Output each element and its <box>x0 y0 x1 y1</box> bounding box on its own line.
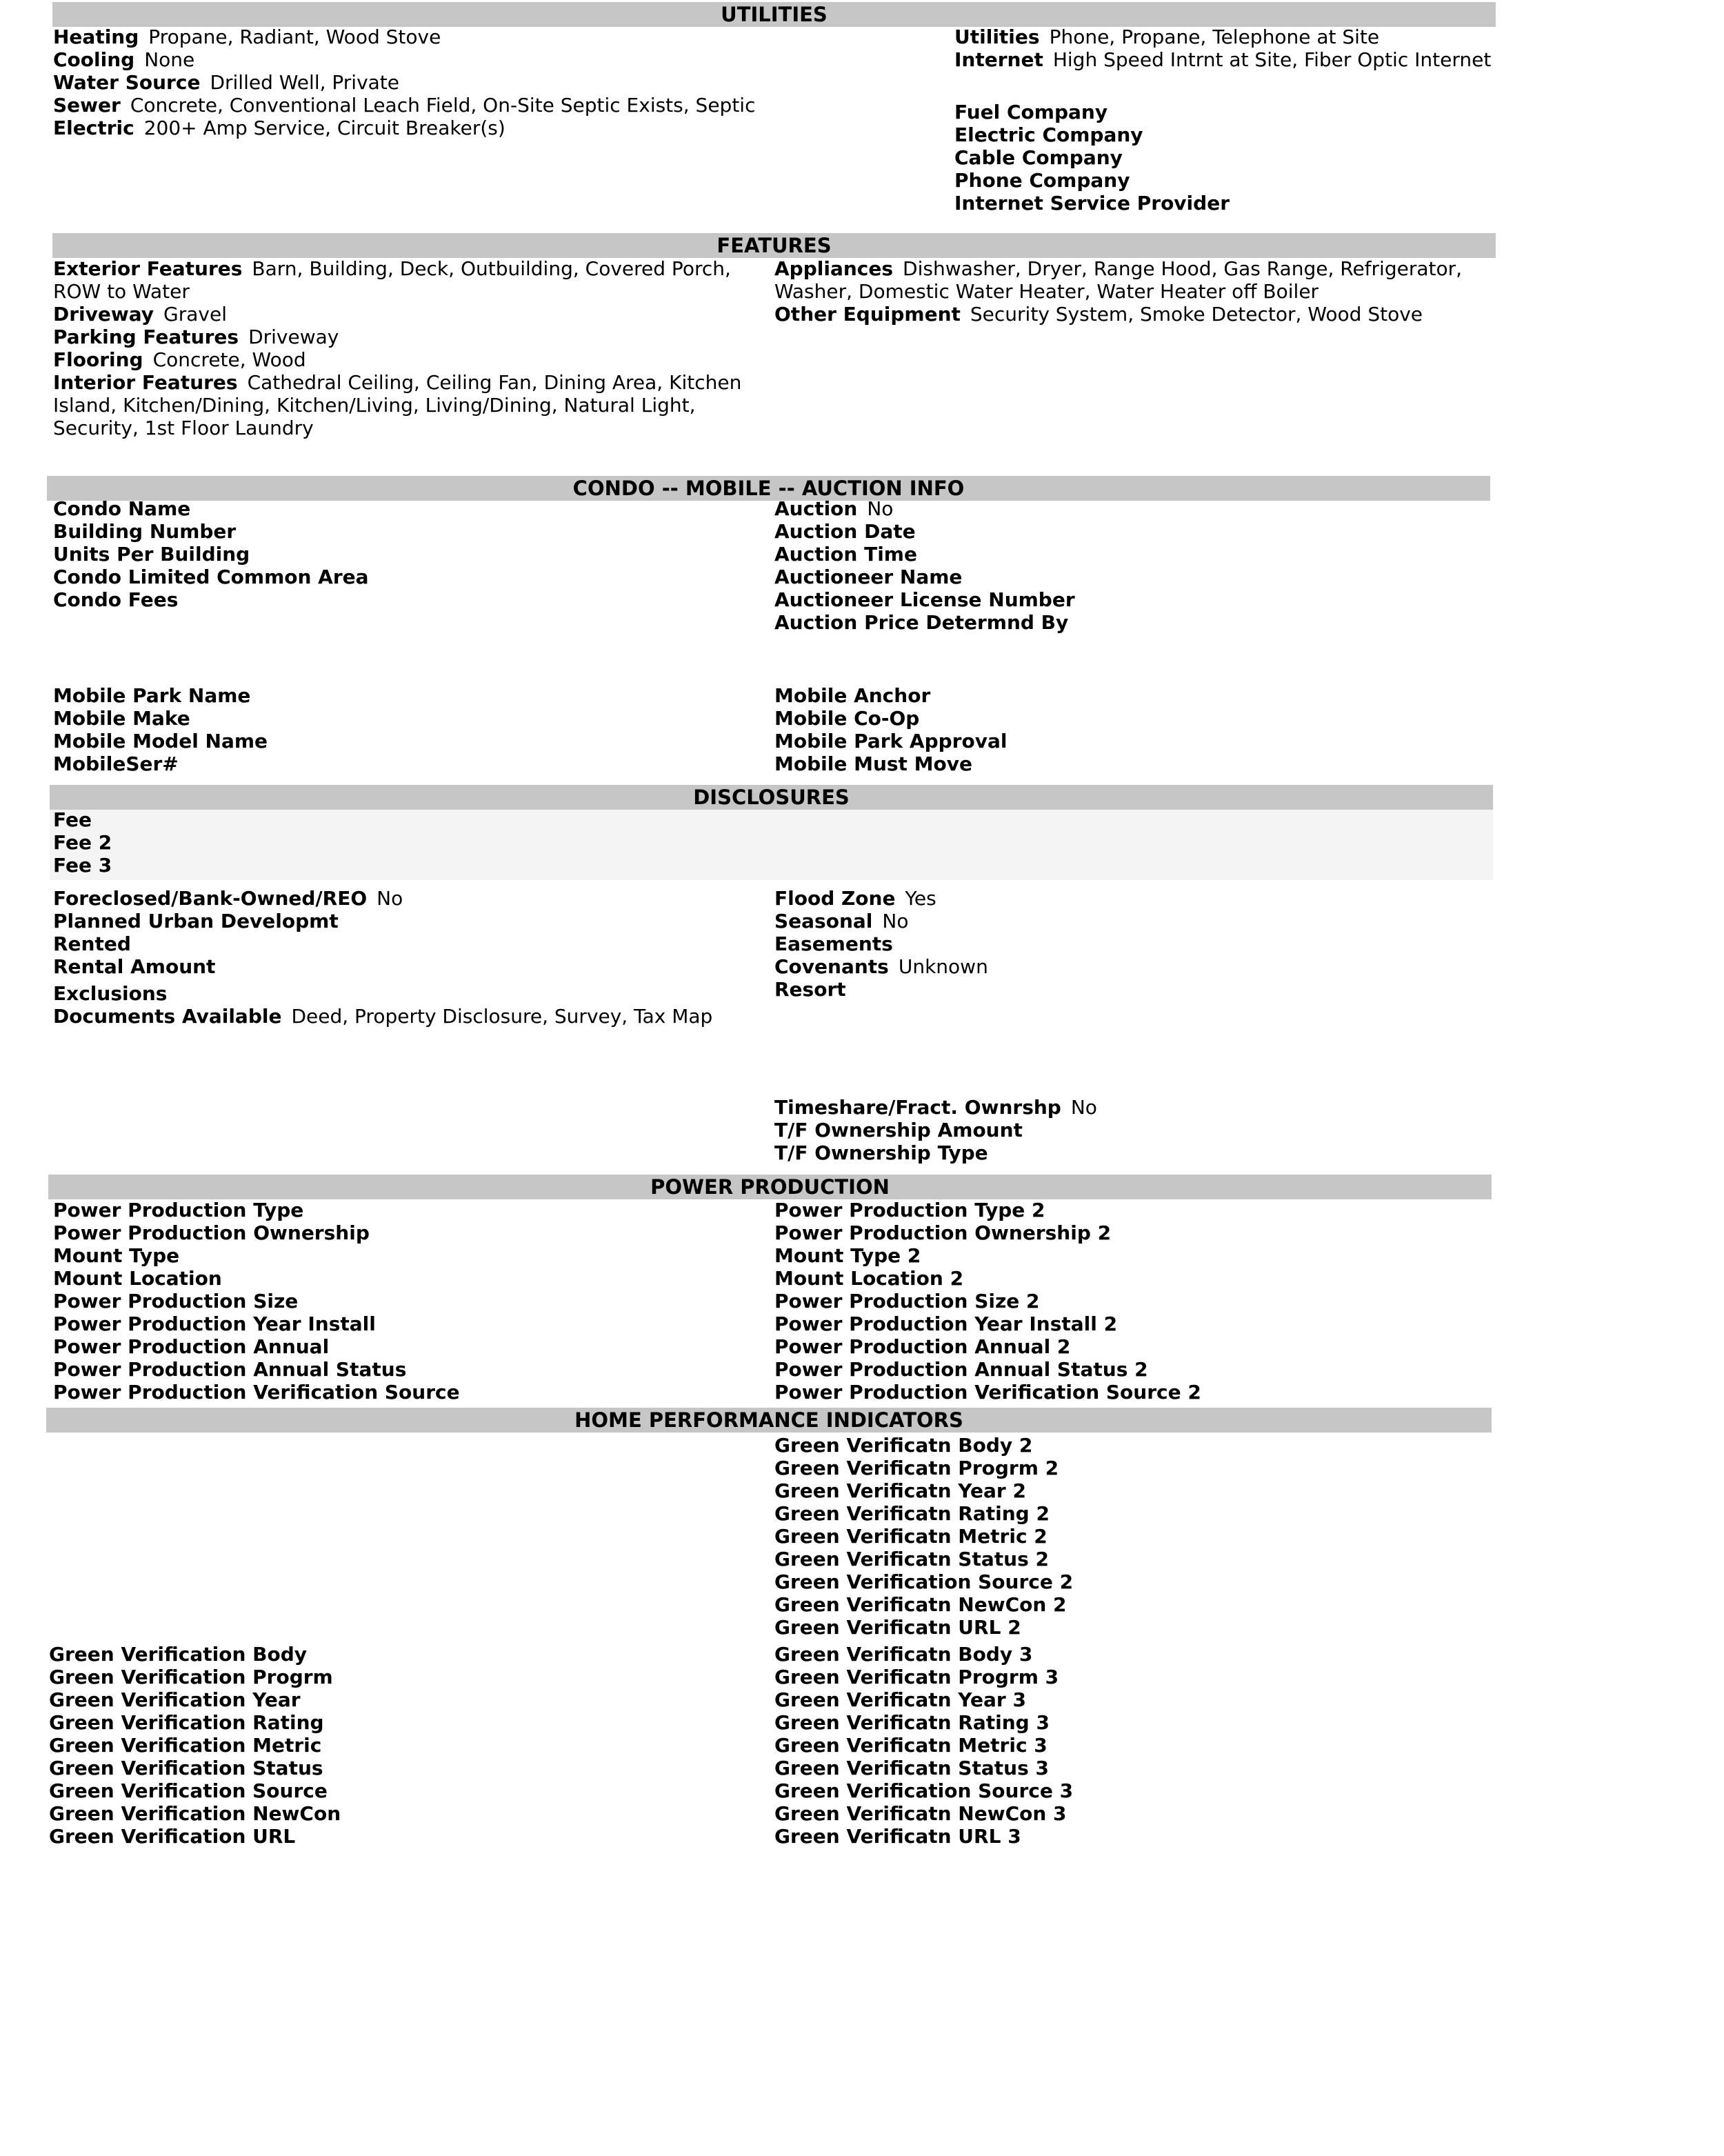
field-green-verificatn-metric-3 <box>774 1734 1464 1757</box>
field-label: Fee 3 <box>53 854 112 877</box>
field-value: Gravel <box>163 303 227 326</box>
field-label: Cable Company <box>954 146 1123 169</box>
field-power-production-year-install <box>53 1312 743 1335</box>
field-label: Green Verification Body <box>49 1643 308 1666</box>
field-value: Unknown <box>898 955 988 978</box>
field-label: Electric <box>53 117 134 139</box>
field-green-verification-rating <box>49 1711 739 1734</box>
field-green-verificatn-body-3 <box>774 1643 1464 1666</box>
field-easements <box>774 932 1464 955</box>
field-value: Driveway <box>248 326 339 348</box>
field-label: Power Production Year Install <box>53 1312 376 1335</box>
field-label: Mobile Must Move <box>774 752 973 775</box>
field-green-verificatn-url-2 <box>774 1616 1464 1639</box>
field-label: Power Production Annual Status 2 <box>774 1358 1148 1381</box>
field-label: Fuel Company <box>954 101 1108 123</box>
field-label: Easements <box>774 932 893 955</box>
disclosures-right-fields <box>774 887 1464 1001</box>
field-label: Green Verification Source 2 <box>774 1570 1074 1593</box>
field-label: Green Verification URL <box>49 1825 296 1848</box>
field-label: Green Verificatn Rating 3 <box>774 1711 1050 1734</box>
field-label: Planned Urban Developmt <box>53 910 339 932</box>
field-label: Mobile Make <box>53 707 190 730</box>
field-label: Documents Available <box>53 1005 282 1028</box>
field-label: Parking Features <box>53 326 239 348</box>
field-green-verificatn-status-3 <box>774 1757 1464 1779</box>
field-internet <box>954 48 1506 71</box>
field-label: Foreclosed/Bank-Owned/REO <box>53 887 368 910</box>
field-green-verificatn-progrm-2 <box>774 1457 1464 1479</box>
field-green-verificatn-status-2 <box>774 1548 1464 1570</box>
field-green-verificatn-newcon-2 <box>774 1593 1464 1616</box>
field-label: Other Equipment <box>774 303 961 326</box>
power-production-left-fields <box>53 1199 743 1404</box>
field-label: Mobile Park Name <box>53 684 251 707</box>
green-verification-fields <box>49 1643 739 1848</box>
field-seasonal <box>774 910 1464 932</box>
field-value: Concrete, Conventional Leach Field, On-Site Septic Exists, Septic <box>130 94 756 117</box>
field-green-verificatn-year-2 <box>774 1479 1464 1502</box>
field-value: Cathedral Ceiling, Ceiling Fan, Dining Area, Kitchen Island, Kitchen/Dining, Kitchen/Living, Living/Dining, Natural Light, Security, 1st Floor Laundry <box>53 371 742 439</box>
home-performance-section-header: HOME PERFORMANCE INDICATORS <box>46 1408 1492 1433</box>
field-label: Green Verificatn URL 3 <box>774 1825 1021 1848</box>
field-fuel-company <box>954 101 1506 123</box>
field-label: Building Number <box>53 520 237 543</box>
field-mobile-co-op <box>774 707 1464 730</box>
field-value: No <box>867 497 894 520</box>
field-label: Green Verification Progrm <box>49 1666 333 1688</box>
field-label: Power Production Type 2 <box>774 1199 1045 1221</box>
field-rented <box>53 932 770 955</box>
field-appliances <box>774 257 1464 303</box>
field-label: Condo Limited Common Area <box>53 566 369 588</box>
field-water-source <box>53 71 915 94</box>
field-label: Auction Price Determnd By <box>774 611 1069 634</box>
field-label: Power Production Verification Source 2 <box>774 1381 1201 1404</box>
field-label: Resort <box>774 978 846 1001</box>
field-label: Green Verificatn Progrm 3 <box>774 1666 1059 1688</box>
field-label: Utilities <box>954 26 1040 48</box>
condo-mobile-auction-section-header: CONDO -- MOBILE -- AUCTION INFO <box>47 476 1490 501</box>
field-label: Auctioneer License Number <box>774 588 1075 611</box>
field-condo-fees <box>53 588 743 611</box>
field-label: Power Production Annual <box>53 1335 330 1358</box>
field-label: Power Production Ownership <box>53 1221 370 1244</box>
timeshare-fields <box>774 1096 1464 1164</box>
field-label: Green Verification Status <box>49 1757 323 1779</box>
field-mobile-park-approval <box>774 730 1464 752</box>
field-green-verification-source-3 <box>774 1779 1464 1802</box>
field-label: Rental Amount <box>53 955 216 978</box>
field-green-verification-newcon <box>49 1802 739 1825</box>
field-label: Rented <box>53 932 131 955</box>
field-green-verification-body <box>49 1643 739 1666</box>
field-label: Green Verification Rating <box>49 1711 324 1734</box>
field-value: Dishwasher, Dryer, Range Hood, Gas Range, Refrigerator, Washer, Domestic Water Heater, Water Heater off Boiler <box>774 257 1463 303</box>
field-rental-amount <box>53 955 770 978</box>
field-heating <box>53 26 915 48</box>
field-sewer <box>53 94 915 117</box>
field-label: Power Production Size 2 <box>774 1290 1040 1312</box>
field-interior-features <box>53 371 750 439</box>
fee-fields <box>53 808 743 877</box>
field-label: Green Verificatn Metric 3 <box>774 1734 1048 1757</box>
field-label: T/F Ownership Amount <box>774 1119 1023 1141</box>
field-label: Green Verification NewCon <box>49 1802 341 1825</box>
field-covenants <box>774 955 1464 978</box>
field-label: Power Production Type <box>53 1199 304 1221</box>
field-value: Security System, Smoke Detector, Wood Stove <box>970 303 1423 326</box>
field-mobile-must-move <box>774 752 1464 775</box>
auction-fields <box>774 497 1464 634</box>
field-label: Electric Company <box>954 123 1143 146</box>
field-condo-name <box>53 497 743 520</box>
field-value: Drilled Well, Private <box>210 71 400 94</box>
field-electric-company <box>954 123 1506 146</box>
field-timeshare-fract-ownrshp <box>774 1096 1464 1119</box>
field-mobile-anchor <box>774 684 1464 707</box>
field-value: Deed, Property Disclosure, Survey, Tax Map <box>291 1005 713 1028</box>
utilities-section-header: UTILITIES <box>52 2 1496 27</box>
field-label: Green Verificatn Progrm 2 <box>774 1457 1059 1479</box>
field-label: Auction <box>774 497 858 520</box>
mobile-fields-left <box>53 684 743 775</box>
mobile-fields-right <box>774 684 1464 775</box>
field-label: Flood Zone <box>774 887 896 910</box>
utility-companies <box>954 101 1506 214</box>
field-power-production-type <box>53 1199 743 1221</box>
field-green-verification-source-2 <box>774 1570 1464 1593</box>
field-building-number <box>53 520 743 543</box>
field-parking-features <box>53 326 750 348</box>
features-left-fields <box>53 257 750 439</box>
power-production-section-header: POWER PRODUCTION <box>48 1175 1492 1199</box>
field-label: Internet <box>954 48 1043 71</box>
field-cable-company <box>954 146 1506 169</box>
field-utilities <box>954 26 1506 48</box>
field-label: Flooring <box>53 348 143 371</box>
field-power-production-size-2 <box>774 1290 1464 1312</box>
field-label: Green Verificatn Status 2 <box>774 1548 1049 1570</box>
field-value: Yes <box>905 887 936 910</box>
field-electric <box>53 117 915 139</box>
field-label: Power Production Annual 2 <box>774 1335 1071 1358</box>
field-other-equipment <box>774 303 1464 326</box>
field-label: Mobile Model Name <box>53 730 268 752</box>
field-label: Green Verification Source <box>49 1779 328 1802</box>
field-flooring <box>53 348 750 371</box>
field-label: Appliances <box>774 257 894 280</box>
field-value: Barn, Building, Deck, Outbuilding, Covered Porch, ROW to Water <box>53 257 731 303</box>
field-label: Green Verificatn NewCon 3 <box>774 1802 1067 1825</box>
field-power-production-ownership <box>53 1221 743 1244</box>
field-mount-location-2 <box>774 1267 1464 1290</box>
field-value: Propane, Radiant, Wood Stove <box>148 26 441 48</box>
field-label: Power Production Verification Source <box>53 1381 460 1404</box>
field-label: Green Verificatn Status 3 <box>774 1757 1049 1779</box>
field-label: Seasonal <box>774 910 873 932</box>
field-exclusions <box>53 982 770 1005</box>
field-power-production-annual-2 <box>774 1335 1464 1358</box>
field-auction-price-determnd-by <box>774 611 1464 634</box>
field-green-verificatn-rating-3 <box>774 1711 1464 1734</box>
field-label: Auction Date <box>774 520 916 543</box>
field-label: Power Production Size <box>53 1290 299 1312</box>
field-green-verification-metric <box>49 1734 739 1757</box>
field-fee-2 <box>53 831 743 854</box>
field-power-production-annual-status-2 <box>774 1358 1464 1381</box>
field-driveway <box>53 303 750 326</box>
field-power-production-ownership-2 <box>774 1221 1464 1244</box>
field-green-verification-progrm <box>49 1666 739 1688</box>
field-label: Driveway <box>53 303 154 326</box>
field-green-verificatn-metric-2 <box>774 1525 1464 1548</box>
field-label: Power Production Ownership 2 <box>774 1221 1112 1244</box>
green-verification-2-fields <box>774 1434 1464 1639</box>
field-condo-limited-common-area <box>53 566 743 588</box>
field-green-verificatn-progrm-3 <box>774 1666 1464 1688</box>
field-green-verificatn-year-3 <box>774 1688 1464 1711</box>
field-label: Mount Type <box>53 1244 180 1267</box>
field-power-production-annual-status <box>53 1358 743 1381</box>
field-value: 200+ Amp Service, Circuit Breaker(s) <box>143 117 505 139</box>
field-green-verification-year <box>49 1688 739 1711</box>
field-label: Fee 2 <box>53 831 112 854</box>
field-power-production-year-install-2 <box>774 1312 1464 1335</box>
field-label: Sewer <box>53 94 121 117</box>
field-green-verificatn-body-2 <box>774 1434 1464 1457</box>
field-label: Green Verification Year <box>49 1688 301 1711</box>
disclosures-left-fields-2 <box>53 982 770 1028</box>
field-green-verification-status <box>49 1757 739 1779</box>
field-cooling <box>53 48 915 71</box>
field-internet-service-provider <box>954 192 1506 214</box>
field-label: MobileSer# <box>53 752 179 775</box>
field-label: Green Verification Source 3 <box>774 1779 1074 1802</box>
field-auctioneer-license-number <box>774 588 1464 611</box>
field-mount-location <box>53 1267 743 1290</box>
field-auction-time <box>774 543 1464 566</box>
green-verification-3-fields <box>774 1643 1464 1848</box>
utilities-right-fields <box>954 26 1506 71</box>
field-label: Mobile Anchor <box>774 684 931 707</box>
field-label: Green Verificatn Body 3 <box>774 1643 1033 1666</box>
field-label: Green Verificatn Metric 2 <box>774 1525 1048 1548</box>
field-green-verificatn-newcon-3 <box>774 1802 1464 1825</box>
field-mobile-park-name <box>53 684 743 707</box>
field-label: T/F Ownership Type <box>774 1141 988 1164</box>
field-label: Water Source <box>53 71 201 94</box>
utilities-left-fields <box>53 26 915 139</box>
field-label: Mobile Co-Op <box>774 707 920 730</box>
field-mount-type-2 <box>774 1244 1464 1267</box>
field-planned-urban-developmt <box>53 910 770 932</box>
field-label: Green Verification Metric <box>49 1734 322 1757</box>
disclosures-section-header: DISCLOSURES <box>50 785 1493 810</box>
field-phone-company <box>954 169 1506 192</box>
field-green-verificatn-rating-2 <box>774 1502 1464 1525</box>
field-documents-available <box>53 1005 770 1028</box>
field-label: Interior Features <box>53 371 238 394</box>
field-value: None <box>144 48 195 71</box>
field-label: Power Production Annual Status <box>53 1358 407 1381</box>
field-value: High Speed Intrnt at Site, Fiber Optic Internet <box>1052 48 1492 71</box>
field-label: Green Verificatn Year 2 <box>774 1479 1026 1502</box>
field-label: Exterior Features <box>53 257 243 280</box>
field-label: Mount Type 2 <box>774 1244 921 1267</box>
field-green-verification-url <box>49 1825 739 1848</box>
field-label: Green Verificatn Body 2 <box>774 1434 1033 1457</box>
field-green-verificatn-url-3 <box>774 1825 1464 1848</box>
field-power-production-verification-source <box>53 1381 743 1404</box>
field-t-f-ownership-amount <box>774 1119 1464 1141</box>
field-value: No <box>882 910 909 932</box>
field-mobile-make <box>53 707 743 730</box>
condo-fields <box>53 497 743 611</box>
field-label: Auction Time <box>774 543 917 566</box>
field-mobileser <box>53 752 743 775</box>
field-label: Heating <box>53 26 139 48</box>
field-label: Internet Service Provider <box>954 192 1230 214</box>
field-label: Mount Location <box>53 1267 222 1290</box>
field-label: Green Verificatn NewCon 2 <box>774 1593 1067 1616</box>
field-value: No <box>1070 1096 1097 1119</box>
field-value: Concrete, Wood <box>152 348 306 371</box>
field-power-production-size <box>53 1290 743 1312</box>
field-label: Covenants <box>774 955 889 978</box>
field-label: Units Per Building <box>53 543 250 566</box>
field-value: No <box>377 887 403 910</box>
field-value: Phone, Propane, Telephone at Site <box>1049 26 1380 48</box>
features-right-fields <box>774 257 1464 326</box>
field-label: Phone Company <box>954 169 1130 192</box>
field-mobile-model-name <box>53 730 743 752</box>
field-exterior-features <box>53 257 750 303</box>
field-label: Condo Fees <box>53 588 179 611</box>
disclosures-left-fields <box>53 887 770 978</box>
field-label: Cooling <box>53 48 135 71</box>
field-foreclosed-bank-owned-reo <box>53 887 770 910</box>
field-label: Fee <box>53 808 92 831</box>
field-label: Exclusions <box>53 982 168 1005</box>
field-units-per-building <box>53 543 743 566</box>
field-auction <box>774 497 1464 520</box>
field-power-production-type-2 <box>774 1199 1464 1221</box>
field-label: Green Verificatn Year 3 <box>774 1688 1026 1711</box>
field-flood-zone <box>774 887 1464 910</box>
field-label: Power Production Year Install 2 <box>774 1312 1118 1335</box>
field-power-production-annual <box>53 1335 743 1358</box>
field-label: Auctioneer Name <box>774 566 963 588</box>
field-auction-date <box>774 520 1464 543</box>
field-green-verification-source <box>49 1779 739 1802</box>
field-auctioneer-name <box>774 566 1464 588</box>
field-fee-3 <box>53 854 743 877</box>
field-label: Green Verificatn Rating 2 <box>774 1502 1050 1525</box>
field-fee <box>53 808 743 831</box>
field-label: Mount Location 2 <box>774 1267 964 1290</box>
field-t-f-ownership-type <box>774 1141 1464 1164</box>
field-power-production-verification-source-2 <box>774 1381 1464 1404</box>
power-production-right-fields <box>774 1199 1464 1404</box>
field-mount-type <box>53 1244 743 1267</box>
field-label: Condo Name <box>53 497 191 520</box>
field-label: Timeshare/Fract. Ownrshp <box>774 1096 1061 1119</box>
features-section-header: FEATURES <box>52 233 1496 258</box>
field-label: Mobile Park Approval <box>774 730 1008 752</box>
field-label: Green Verificatn URL 2 <box>774 1616 1021 1639</box>
field-resort <box>774 978 1464 1001</box>
